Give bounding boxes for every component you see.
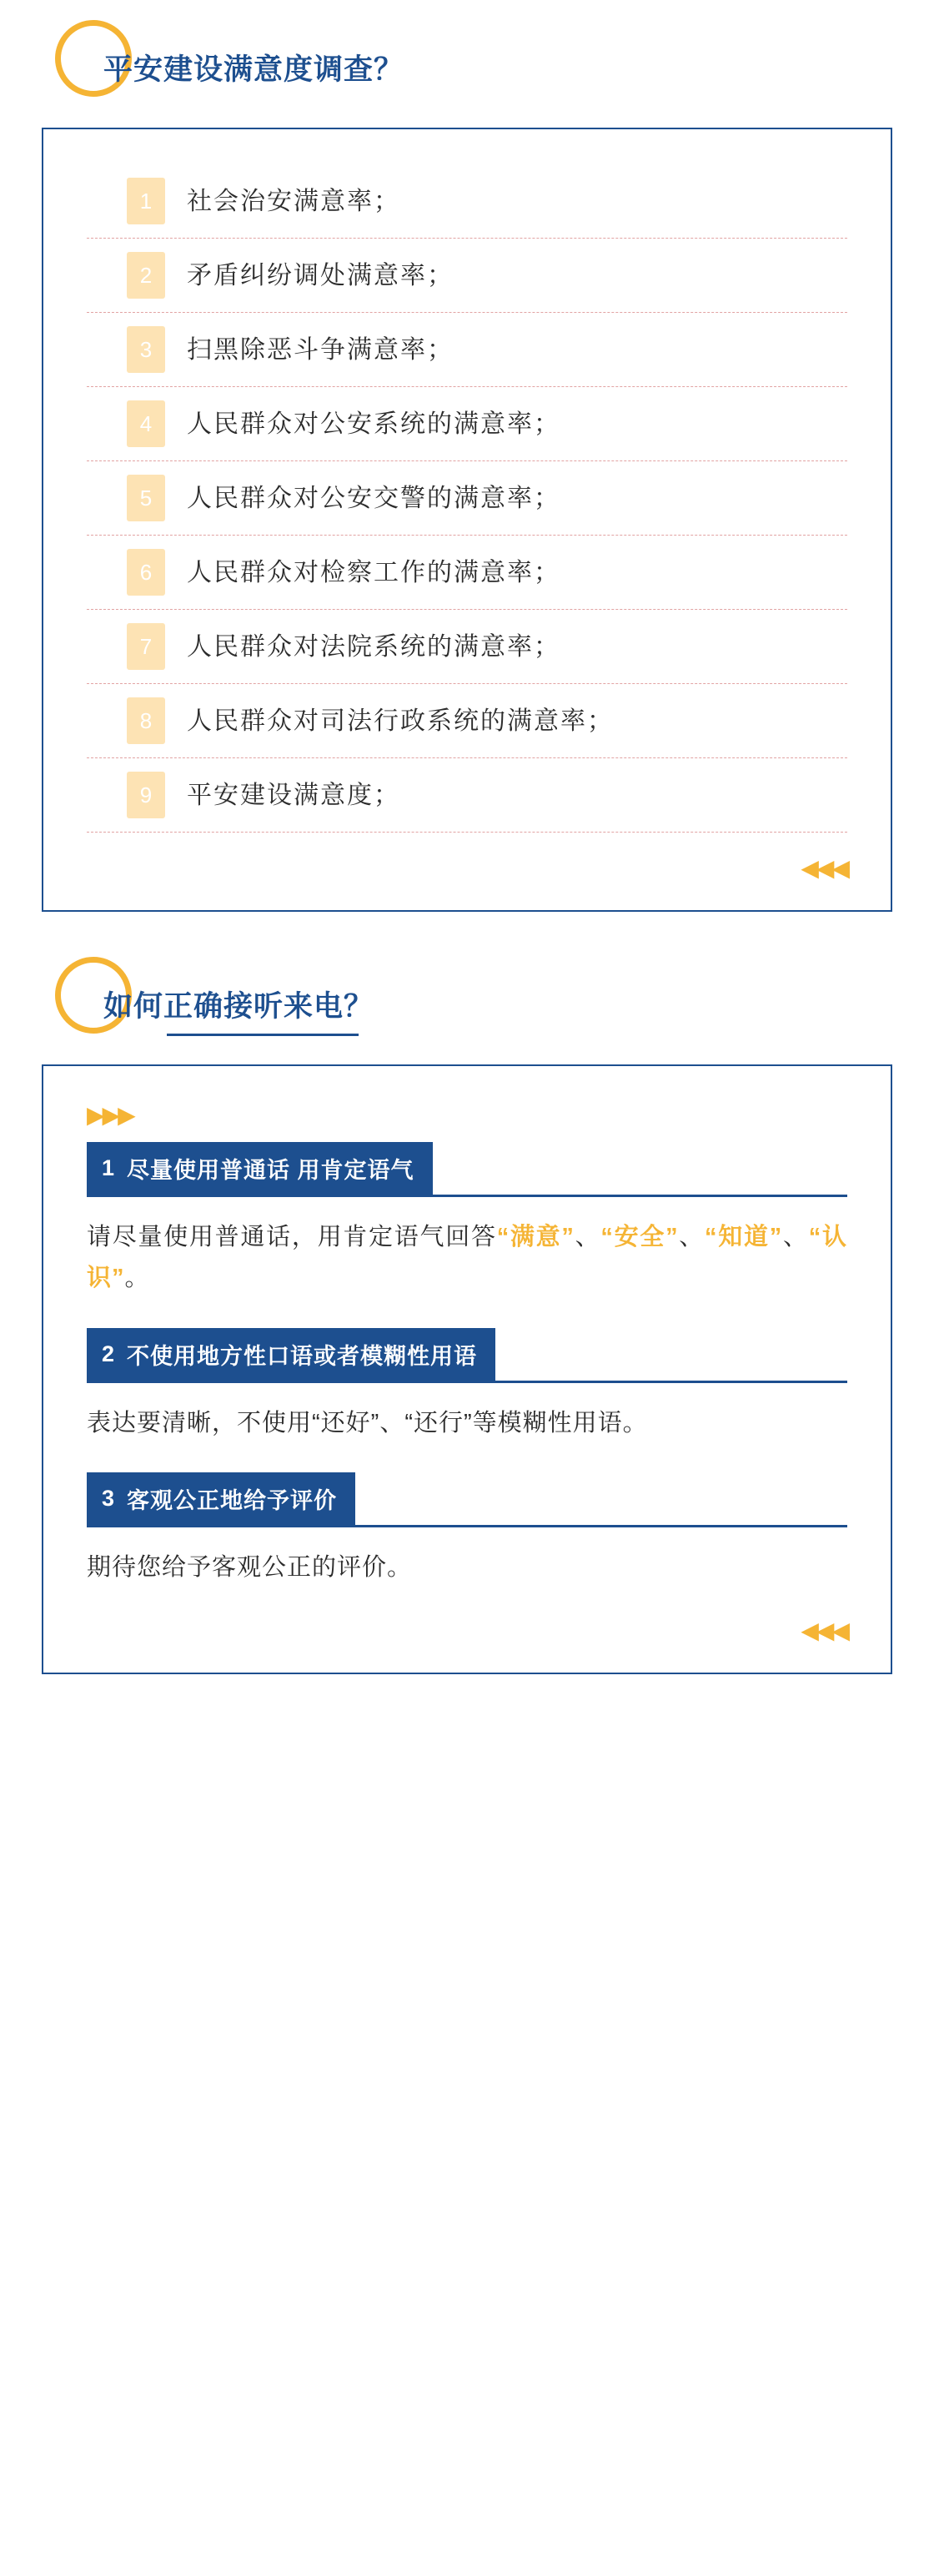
step-tag-label: 尽量使用普通话 用肯定语气 — [127, 1158, 414, 1183]
arrow-glyphs: ◀◀◀ — [801, 855, 847, 881]
step-tag — [87, 1142, 433, 1195]
item-number-badge: 2 — [127, 252, 165, 299]
item-text: 平安建设满意度； — [187, 781, 400, 809]
separator: 、 — [678, 1224, 706, 1250]
item-text: 人民群众对法院系统的满意率； — [187, 632, 560, 661]
title-underline — [167, 1034, 359, 1036]
list-item — [87, 684, 847, 758]
item-number-badge: 7 — [127, 623, 165, 670]
highlight-word: “安全” — [600, 1224, 679, 1250]
step-number: 2 — [102, 1341, 116, 1366]
survey-card — [42, 128, 892, 912]
section-header-survey — [42, 33, 892, 99]
section-title: 平安建设满意度调查？ — [103, 53, 404, 86]
item-text: 人民群众对公安交警的满意率； — [187, 484, 560, 512]
arrow-right-triple-icon — [87, 1101, 847, 1129]
item-number-badge: 4 — [127, 400, 165, 447]
step-block — [87, 1472, 847, 1588]
step-tag — [87, 1472, 355, 1525]
item-number-badge: 3 — [127, 326, 165, 373]
arrow-glyphs: ◀◀◀ — [801, 1618, 847, 1644]
arrow-glyphs: ▶▶▶ — [87, 1102, 133, 1128]
step-body-text: 请尽量使用普通话，用肯定语气回答 — [87, 1224, 497, 1250]
step-body: 期待您给予客观公正的评价。 — [87, 1553, 413, 1581]
item-number-badge: 8 — [127, 697, 165, 744]
section-title: 如何正确接听来电？ — [103, 990, 374, 1023]
list-item — [87, 536, 847, 610]
separator: 、 — [574, 1224, 601, 1250]
item-number-badge: 5 — [127, 475, 165, 521]
step-underline — [87, 1195, 847, 1197]
item-text: 人民群众对司法行政系统的满意率； — [187, 707, 614, 735]
item-number-badge: 1 — [127, 178, 165, 224]
item-text: 扫黑除恶斗争满意率； — [187, 335, 454, 364]
list-item — [87, 610, 847, 684]
howto-card — [42, 1064, 892, 1674]
section-header-howto — [42, 970, 892, 1036]
highlight-word: “认识” — [87, 1224, 847, 1292]
item-text: 人民群众对检察工作的满意率； — [187, 558, 560, 586]
item-text: 人民群众对公安系统的满意率； — [187, 410, 560, 438]
list-item — [87, 461, 847, 536]
step-body — [87, 1217, 847, 1300]
item-number-badge: 9 — [127, 772, 165, 818]
step-underline — [87, 1381, 847, 1383]
item-text: 矛盾纠纷调处满意率； — [187, 261, 454, 289]
list-item — [87, 387, 847, 461]
list-item — [87, 239, 847, 313]
step-body: 表达要清晰，不使用“还好”、“还行”等模糊性用语。 — [87, 1409, 648, 1436]
step-number: 3 — [102, 1485, 116, 1511]
step-tag-label: 客观公正地给予评价 — [127, 1487, 338, 1513]
step-block — [87, 1328, 847, 1444]
highlight-word: “知道” — [705, 1224, 783, 1250]
step-underline — [87, 1525, 847, 1527]
step-number: 1 — [102, 1155, 116, 1180]
step-tag-label: 不使用地方性口语或者模糊性用语 — [127, 1343, 478, 1369]
sentence-end: 。 — [124, 1265, 150, 1292]
list-item — [87, 313, 847, 387]
item-text: 社会治安满意率； — [187, 187, 400, 215]
item-number-badge: 6 — [127, 549, 165, 596]
step-tag — [87, 1328, 495, 1381]
arrow-left-triple-icon — [87, 1617, 847, 1644]
survey-item-list — [87, 164, 847, 833]
list-item — [87, 758, 847, 833]
arrow-left-triple-icon — [87, 854, 847, 882]
separator: 、 — [782, 1224, 809, 1250]
list-item — [87, 164, 847, 239]
step-block — [87, 1142, 847, 1300]
highlight-word: “满意” — [496, 1224, 575, 1250]
